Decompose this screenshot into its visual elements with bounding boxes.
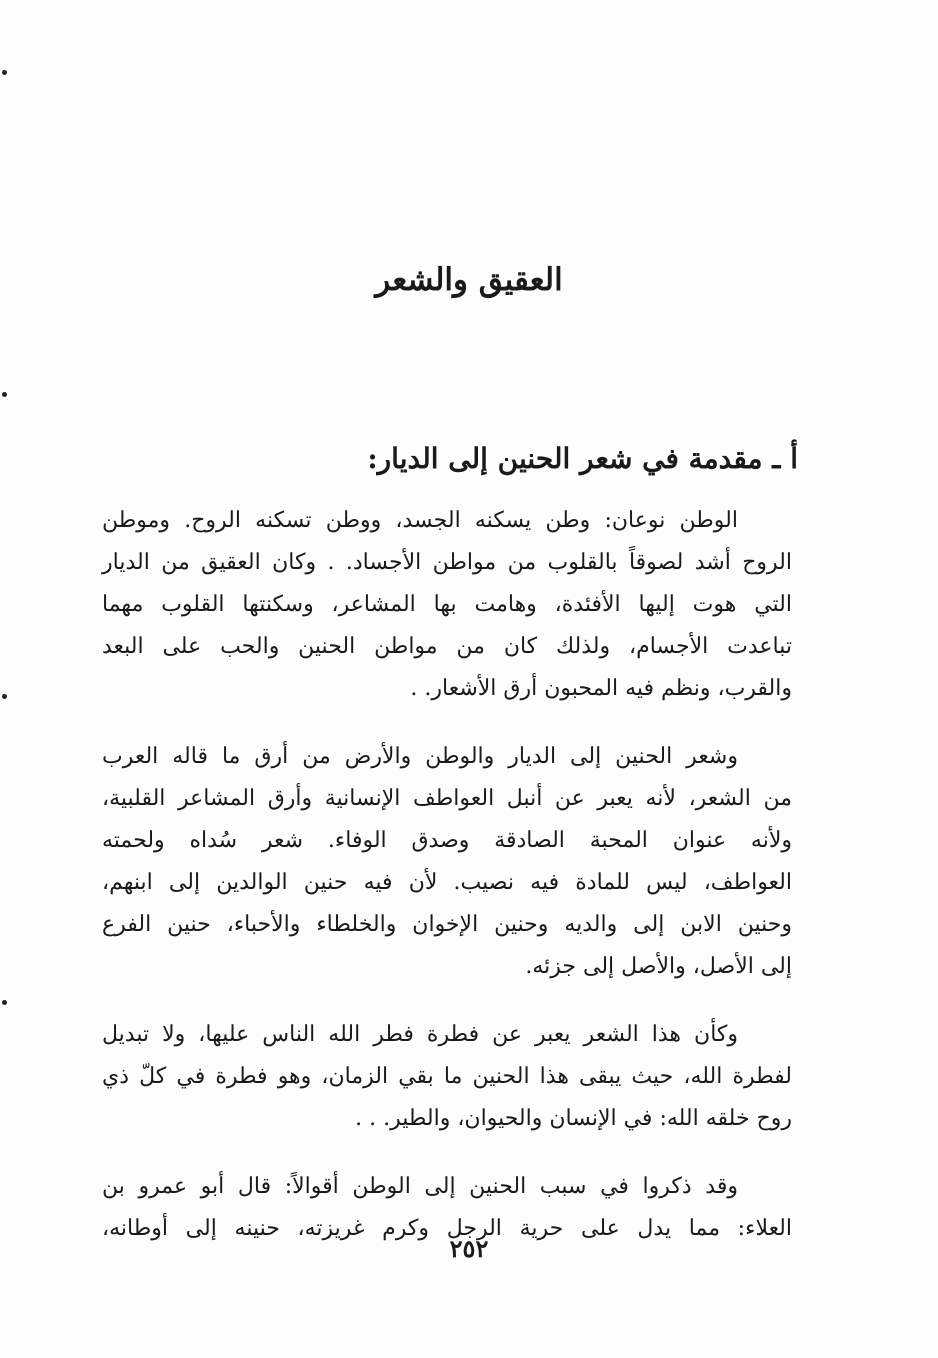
- paragraph: [102, 500, 792, 710]
- chapter-title: العقيق والشعر: [375, 262, 563, 298]
- text-line: العلاء: مما يدل على حرية الرجل وكرم غريزته، حنينه إلى أوطانه،: [102, 1216, 792, 1241]
- scan-speck: [2, 1000, 7, 1005]
- text-line: من الشعر، لأنه يعبر عن أنبل العواطف الإنسانية وأرق المشاعر القلبية،: [102, 786, 792, 811]
- text-line: الوطن نوعان: وطن يسكنه الجسد، ووطن تسكنه الروح. وموطن: [102, 508, 738, 533]
- text-line: ولأنه عنوان المحبة الصادقة وصدق الوفاء. شعر سُداه ولحمته: [102, 828, 792, 853]
- text-line: والقرب، ونظم فيه المحبون أرق الأشعار. .: [410, 676, 792, 701]
- text-line: تباعدت الأجسام، ولذلك كان من مواطن الحنين والحب على البعد: [102, 634, 792, 659]
- text-line: لفطرة الله، حيث يبقى هذا الحنين ما بقي الزمان، وهو فطرة في كلّ ذي: [102, 1064, 792, 1089]
- page-number: ٢٥٢: [449, 1234, 489, 1263]
- scan-speck: [2, 694, 7, 699]
- text-line: وكأن هذا الشعر يعبر عن فطرة فطر الله الناس عليها، ولا تبديل: [102, 1022, 738, 1047]
- text-line: وحنين الابن إلى والديه وحنين الإخوان والخلطاء والأحباء، حنين الفرع: [102, 912, 792, 937]
- text-line: التي هوت إليها الأفئدة، وهامت بها المشاعر، وسكنتها القلوب مهما: [102, 592, 792, 617]
- paragraph: [102, 736, 792, 988]
- text-line: وقد ذكروا في سبب الحنين إلى الوطن أقوالاً: قال أبو عمرو بن: [102, 1174, 738, 1199]
- paragraph: [102, 1014, 792, 1140]
- text-line: العواطف، ليس للمادة فيه نصيب. لأن فيه حنين الوالدين إلى ابنهم،: [102, 870, 792, 895]
- scan-speck: [2, 392, 7, 397]
- text-line: إلى الأصل، والأصل إلى جزئه.: [525, 954, 792, 979]
- text-line: وشعر الحنين إلى الديار والوطن والأرض من أرق ما قاله العرب: [102, 744, 738, 769]
- body-text: [102, 500, 792, 1276]
- section-heading: أ ـ مقدمة في شعر الحنين إلى الديار:: [367, 442, 798, 475]
- scan-speck: [2, 70, 7, 75]
- text-line: روح خلقه الله: في الإنسان والحيوان، والطير. . .: [355, 1106, 792, 1131]
- text-line: الروح أشد لصوقاً بالقلوب من مواطن الأجساد. . وكان العقيق من الديار: [102, 550, 792, 575]
